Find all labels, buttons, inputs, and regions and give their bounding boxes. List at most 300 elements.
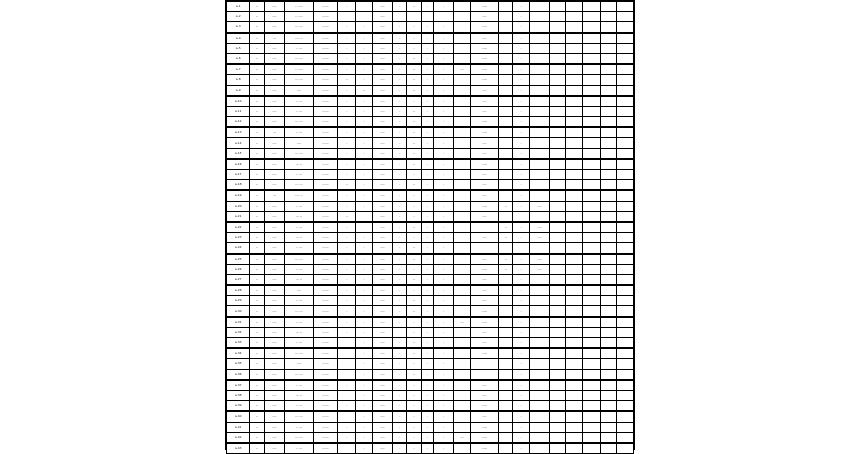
- table-cell[interactable]: [529, 317, 549, 328]
- table-cell[interactable]: -: [433, 75, 453, 85]
- table-cell[interactable]: [499, 170, 513, 180]
- table-cell[interactable]: ----: [264, 317, 284, 328]
- table-cell[interactable]: ------: [313, 75, 337, 85]
- table-cell[interactable]: ----: [372, 380, 392, 391]
- table-cell[interactable]: -: [433, 233, 453, 243]
- table-cell[interactable]: [617, 211, 634, 222]
- table-cell[interactable]: a-37: [227, 380, 250, 391]
- table-cell[interactable]: -- ---: [285, 222, 314, 233]
- table-cell[interactable]: -: [513, 22, 529, 33]
- table-cell[interactable]: [601, 285, 617, 296]
- table-cell[interactable]: --: [250, 12, 264, 22]
- table-cell[interactable]: -: [433, 327, 453, 337]
- table-cell[interactable]: [617, 274, 634, 285]
- table-cell[interactable]: ----: [372, 338, 392, 349]
- table-cell[interactable]: a-8: [227, 75, 250, 85]
- table-cell[interactable]: -- ----: [285, 64, 314, 75]
- table-cell[interactable]: [529, 211, 549, 222]
- table-cell[interactable]: [454, 12, 470, 22]
- table-cell[interactable]: ------: [313, 254, 337, 265]
- table-cell[interactable]: --: [407, 369, 421, 380]
- table-cell[interactable]: [601, 201, 617, 211]
- table-cell[interactable]: [550, 211, 566, 222]
- table-cell[interactable]: [601, 12, 617, 22]
- table-cell[interactable]: -: [433, 159, 453, 170]
- table-cell[interactable]: --: [250, 359, 264, 369]
- table-cell[interactable]: --: [356, 85, 372, 96]
- table-cell[interactable]: -: [407, 33, 421, 44]
- table-cell[interactable]: [566, 317, 582, 328]
- table-cell[interactable]: -: [433, 359, 453, 369]
- table-cell[interactable]: --: [407, 348, 421, 359]
- table-cell[interactable]: -: [513, 53, 529, 64]
- table-cell[interactable]: -: [407, 211, 421, 222]
- table-cell[interactable]: --: [250, 264, 264, 274]
- table-cell[interactable]: [617, 33, 634, 44]
- table-cell[interactable]: [529, 138, 549, 148]
- table-cell[interactable]: -: [407, 22, 421, 33]
- table-cell[interactable]: -: [513, 254, 529, 265]
- table-cell[interactable]: [529, 274, 549, 285]
- table-cell[interactable]: ----: [372, 96, 392, 107]
- table-cell[interactable]: ----: [264, 201, 284, 211]
- table-cell[interactable]: -: [433, 190, 453, 201]
- table-cell[interactable]: [550, 359, 566, 369]
- table-cell[interactable]: --: [250, 296, 264, 306]
- table-cell[interactable]: [529, 443, 549, 454]
- table-cell[interactable]: -: [393, 274, 407, 285]
- table-cell[interactable]: -: [356, 306, 372, 317]
- table-cell[interactable]: -: [407, 285, 421, 296]
- table-cell[interactable]: [582, 96, 600, 107]
- table-cell[interactable]: ----: [372, 432, 392, 443]
- table-cell[interactable]: ------: [313, 306, 337, 317]
- table-cell[interactable]: [454, 201, 470, 211]
- table-cell[interactable]: [499, 22, 513, 33]
- table-cell[interactable]: [601, 117, 617, 128]
- table-cell[interactable]: -----: [470, 53, 499, 64]
- table-cell[interactable]: [582, 359, 600, 369]
- table-cell[interactable]: --- --: [285, 211, 314, 222]
- table-cell[interactable]: ----: [372, 327, 392, 337]
- table-cell[interactable]: -: [421, 43, 433, 53]
- table-cell[interactable]: ----: [264, 96, 284, 107]
- table-cell[interactable]: -: [421, 422, 433, 432]
- table-cell[interactable]: -----: [470, 264, 499, 274]
- table-cell[interactable]: -----: [470, 1, 499, 12]
- table-cell[interactable]: ----: [372, 12, 392, 22]
- table-cell[interactable]: ----: [372, 33, 392, 44]
- table-cell[interactable]: ---: [264, 33, 284, 44]
- table-cell[interactable]: ------: [313, 106, 337, 116]
- table-cell[interactable]: -----: [470, 443, 499, 454]
- table-cell[interactable]: [393, 327, 407, 337]
- table-cell[interactable]: [566, 411, 582, 422]
- table-cell[interactable]: [601, 296, 617, 306]
- table-cell[interactable]: -: [338, 201, 356, 211]
- table-cell[interactable]: -: [421, 106, 433, 116]
- table-cell[interactable]: ----: [372, 22, 392, 33]
- table-cell[interactable]: ----: [264, 369, 284, 380]
- table-cell[interactable]: -: [338, 43, 356, 53]
- table-cell[interactable]: ----: [470, 274, 499, 285]
- table-cell[interactable]: -: [513, 148, 529, 159]
- table-cell[interactable]: -: [513, 233, 529, 243]
- table-cell[interactable]: -: [433, 222, 453, 233]
- table-cell[interactable]: [529, 53, 549, 64]
- table-cell[interactable]: ------: [313, 359, 337, 369]
- table-cell[interactable]: --- ---: [285, 432, 314, 443]
- table-cell[interactable]: ------: [313, 390, 337, 400]
- table-cell[interactable]: ----: [529, 264, 549, 274]
- table-cell[interactable]: -: [356, 106, 372, 116]
- table-cell[interactable]: -: [393, 190, 407, 201]
- table-cell[interactable]: [601, 106, 617, 116]
- table-cell[interactable]: a-40: [227, 411, 250, 422]
- table-cell[interactable]: [617, 117, 634, 128]
- table-cell[interactable]: ----: [372, 53, 392, 64]
- table-cell[interactable]: [582, 159, 600, 170]
- table-cell[interactable]: [454, 127, 470, 138]
- table-cell[interactable]: -: [407, 422, 421, 432]
- table-cell[interactable]: [582, 274, 600, 285]
- table-cell[interactable]: [617, 22, 634, 33]
- table-cell[interactable]: [582, 190, 600, 201]
- table-cell[interactable]: -: [421, 180, 433, 191]
- table-cell[interactable]: [617, 201, 634, 211]
- table-cell[interactable]: ----: [372, 274, 392, 285]
- table-cell[interactable]: [601, 96, 617, 107]
- table-cell[interactable]: ------: [313, 264, 337, 274]
- table-cell[interactable]: [499, 117, 513, 128]
- table-cell[interactable]: -: [407, 233, 421, 243]
- table-cell[interactable]: [550, 12, 566, 22]
- table-cell[interactable]: [550, 190, 566, 201]
- table-cell[interactable]: -: [421, 254, 433, 265]
- table-cell[interactable]: ----: [372, 127, 392, 138]
- table-cell[interactable]: ----: [264, 327, 284, 337]
- table-cell[interactable]: --- ---: [285, 411, 314, 422]
- table-cell[interactable]: ----: [372, 117, 392, 128]
- table-cell[interactable]: [601, 43, 617, 53]
- table-cell[interactable]: [454, 170, 470, 180]
- table-cell[interactable]: -: [407, 401, 421, 412]
- table-cell[interactable]: ----: [372, 159, 392, 170]
- table-cell[interactable]: ------: [313, 233, 337, 243]
- table-cell[interactable]: ----: [372, 1, 392, 12]
- table-cell[interactable]: ----: [264, 443, 284, 454]
- table-cell[interactable]: -: [433, 390, 453, 400]
- table-cell[interactable]: -: [356, 53, 372, 64]
- table-cell[interactable]: -: [433, 338, 453, 349]
- table-cell[interactable]: -: [433, 106, 453, 116]
- table-cell[interactable]: -- ----: [285, 12, 314, 22]
- table-cell[interactable]: [582, 75, 600, 85]
- table-cell[interactable]: [601, 159, 617, 170]
- table-cell[interactable]: [529, 327, 549, 337]
- table-cell[interactable]: -: [393, 390, 407, 400]
- table-cell[interactable]: [454, 43, 470, 53]
- table-cell[interactable]: ------: [313, 117, 337, 128]
- table-cell[interactable]: a-15: [227, 148, 250, 159]
- table-cell[interactable]: --: [250, 327, 264, 337]
- table-cell[interactable]: [617, 43, 634, 53]
- table-cell[interactable]: [454, 106, 470, 116]
- table-cell[interactable]: ----: [264, 306, 284, 317]
- table-cell[interactable]: ----: [372, 64, 392, 75]
- table-cell[interactable]: [566, 359, 582, 369]
- table-cell[interactable]: --- ---: [285, 22, 314, 33]
- table-cell[interactable]: -: [433, 96, 453, 107]
- table-cell[interactable]: [582, 264, 600, 274]
- table-cell[interactable]: [470, 222, 499, 233]
- table-cell[interactable]: [550, 180, 566, 191]
- table-cell[interactable]: -----: [470, 43, 499, 53]
- table-cell[interactable]: -: [433, 180, 453, 191]
- table-cell[interactable]: ----: [470, 85, 499, 96]
- table-cell[interactable]: [454, 75, 470, 85]
- table-cell[interactable]: [338, 359, 356, 369]
- table-cell[interactable]: -: [513, 170, 529, 180]
- table-cell[interactable]: [550, 296, 566, 306]
- table-cell[interactable]: -: [393, 254, 407, 265]
- table-cell[interactable]: [566, 254, 582, 265]
- table-cell[interactable]: [566, 274, 582, 285]
- table-cell[interactable]: --: [250, 254, 264, 265]
- table-cell[interactable]: ----: [470, 411, 499, 422]
- table-cell[interactable]: --: [250, 148, 264, 159]
- table-cell[interactable]: [529, 390, 549, 400]
- table-cell[interactable]: ----: [372, 211, 392, 222]
- table-cell[interactable]: a-17: [227, 170, 250, 180]
- table-cell[interactable]: ----: [372, 443, 392, 454]
- table-cell[interactable]: --: [250, 274, 264, 285]
- table-cell[interactable]: -: [356, 264, 372, 274]
- table-cell[interactable]: -: [421, 243, 433, 254]
- table-cell[interactable]: ----: [264, 53, 284, 64]
- table-cell[interactable]: [582, 233, 600, 243]
- table-cell[interactable]: ----: [372, 43, 392, 53]
- table-cell[interactable]: [338, 369, 356, 380]
- table-cell[interactable]: --: [407, 127, 421, 138]
- table-cell[interactable]: -: [513, 411, 529, 422]
- table-cell[interactable]: -: [356, 327, 372, 337]
- table-cell[interactable]: -: [356, 422, 372, 432]
- table-cell[interactable]: ---: [454, 64, 470, 75]
- table-cell[interactable]: [617, 170, 634, 180]
- table-cell[interactable]: -: [356, 338, 372, 349]
- table-cell[interactable]: [529, 338, 549, 349]
- table-cell[interactable]: -: [513, 327, 529, 337]
- table-cell[interactable]: [550, 33, 566, 44]
- table-cell[interactable]: -: [393, 1, 407, 12]
- table-cell[interactable]: [601, 369, 617, 380]
- table-cell[interactable]: -: [407, 443, 421, 454]
- table-cell[interactable]: [566, 432, 582, 443]
- table-cell[interactable]: -: [338, 106, 356, 116]
- table-cell[interactable]: -: [393, 296, 407, 306]
- table-cell[interactable]: a-6: [227, 53, 250, 64]
- table-cell[interactable]: -: [433, 443, 453, 454]
- table-cell[interactable]: -: [338, 317, 356, 328]
- table-cell[interactable]: [566, 190, 582, 201]
- table-cell[interactable]: ----: [264, 12, 284, 22]
- table-cell[interactable]: a-4: [227, 33, 250, 44]
- table-cell[interactable]: [566, 264, 582, 274]
- table-cell[interactable]: [454, 96, 470, 107]
- table-cell[interactable]: [582, 170, 600, 180]
- table-cell[interactable]: -: [338, 233, 356, 243]
- table-cell[interactable]: -----: [470, 75, 499, 85]
- table-cell[interactable]: a-19: [227, 190, 250, 201]
- table-cell[interactable]: [550, 148, 566, 159]
- table-cell[interactable]: [454, 443, 470, 454]
- table-cell[interactable]: -: [338, 117, 356, 128]
- table-cell[interactable]: [566, 22, 582, 33]
- table-cell[interactable]: --: [250, 22, 264, 33]
- table-cell[interactable]: --: [250, 201, 264, 211]
- table-cell[interactable]: -: [433, 264, 453, 274]
- table-cell[interactable]: [601, 432, 617, 443]
- table-cell[interactable]: ------: [313, 432, 337, 443]
- table-cell[interactable]: --: [407, 159, 421, 170]
- table-cell[interactable]: a-20: [227, 201, 250, 211]
- table-cell[interactable]: [529, 296, 549, 306]
- table-cell[interactable]: --: [250, 401, 264, 412]
- table-cell[interactable]: -: [407, 264, 421, 274]
- table-cell[interactable]: --- ---: [285, 254, 314, 265]
- table-cell[interactable]: [617, 106, 634, 116]
- table-cell[interactable]: ----: [264, 106, 284, 116]
- table-cell[interactable]: [582, 1, 600, 12]
- table-cell[interactable]: ----: [372, 148, 392, 159]
- table-cell[interactable]: [529, 127, 549, 138]
- table-cell[interactable]: -----: [470, 432, 499, 443]
- table-cell[interactable]: -: [513, 106, 529, 116]
- table-cell[interactable]: ----: [372, 296, 392, 306]
- table-cell[interactable]: [529, 22, 549, 33]
- table-cell[interactable]: --: [250, 211, 264, 222]
- table-cell[interactable]: -: [356, 296, 372, 306]
- table-cell[interactable]: [499, 106, 513, 116]
- table-cell[interactable]: -: [356, 369, 372, 380]
- table-cell[interactable]: -- ---: [285, 317, 314, 328]
- table-cell[interactable]: ------: [313, 222, 337, 233]
- table-cell[interactable]: -: [513, 369, 529, 380]
- table-cell[interactable]: -: [356, 443, 372, 454]
- table-cell[interactable]: -- ---: [285, 170, 314, 180]
- table-cell[interactable]: -: [338, 222, 356, 233]
- table-cell[interactable]: -: [433, 401, 453, 412]
- table-cell[interactable]: -: [338, 170, 356, 180]
- table-cell[interactable]: --: [407, 296, 421, 306]
- table-cell[interactable]: ----: [529, 233, 549, 243]
- table-cell[interactable]: [470, 243, 499, 254]
- table-cell[interactable]: --: [250, 1, 264, 12]
- table-cell[interactable]: [582, 380, 600, 391]
- table-cell[interactable]: ------: [313, 12, 337, 22]
- table-cell[interactable]: ------: [313, 64, 337, 75]
- table-cell[interactable]: ----: [264, 338, 284, 349]
- table-cell[interactable]: -- ----: [285, 1, 314, 12]
- table-cell[interactable]: [529, 285, 549, 296]
- table-cell[interactable]: a-43: [227, 443, 250, 454]
- table-cell[interactable]: [338, 12, 356, 22]
- table-cell[interactable]: ----: [372, 285, 392, 296]
- table-cell[interactable]: [617, 138, 634, 148]
- table-cell[interactable]: [356, 211, 372, 222]
- table-cell[interactable]: -: [338, 159, 356, 170]
- table-cell[interactable]: a-30: [227, 306, 250, 317]
- table-cell[interactable]: [617, 422, 634, 432]
- table-cell[interactable]: --- ---: [285, 348, 314, 359]
- table-cell[interactable]: [550, 43, 566, 53]
- table-cell[interactable]: [499, 380, 513, 391]
- table-cell[interactable]: [582, 369, 600, 380]
- table-cell[interactable]: --: [407, 222, 421, 233]
- table-cell[interactable]: [566, 296, 582, 306]
- table-cell[interactable]: [582, 148, 600, 159]
- table-cell[interactable]: [617, 12, 634, 22]
- table-cell[interactable]: -: [421, 211, 433, 222]
- table-cell[interactable]: -----: [470, 348, 499, 359]
- table-cell[interactable]: a-11: [227, 106, 250, 116]
- table-cell[interactable]: -----: [470, 64, 499, 75]
- table-cell[interactable]: -----: [470, 401, 499, 412]
- table-cell[interactable]: [499, 180, 513, 191]
- table-cell[interactable]: ------: [313, 411, 337, 422]
- table-cell[interactable]: [454, 1, 470, 12]
- table-cell[interactable]: -: [421, 359, 433, 369]
- table-cell[interactable]: a-2: [227, 12, 250, 22]
- table-cell[interactable]: ----: [285, 359, 314, 369]
- table-cell[interactable]: -: [393, 148, 407, 159]
- table-cell[interactable]: [529, 64, 549, 75]
- table-cell[interactable]: [582, 390, 600, 400]
- table-cell[interactable]: -: [393, 243, 407, 254]
- table-cell[interactable]: --- ---: [285, 117, 314, 128]
- table-cell[interactable]: -: [393, 422, 407, 432]
- table-cell[interactable]: -: [407, 432, 421, 443]
- table-cell[interactable]: -- ---: [285, 43, 314, 53]
- table-cell[interactable]: ----: [529, 254, 549, 265]
- table-cell[interactable]: -: [421, 317, 433, 328]
- table-cell[interactable]: [617, 306, 634, 317]
- table-cell[interactable]: ----: [470, 148, 499, 159]
- table-cell[interactable]: [617, 401, 634, 412]
- table-cell[interactable]: --- ---: [285, 369, 314, 380]
- table-cell[interactable]: -: [338, 1, 356, 12]
- table-cell[interactable]: [550, 254, 566, 265]
- table-cell[interactable]: -: [433, 53, 453, 64]
- table-cell[interactable]: -----: [470, 306, 499, 317]
- table-cell[interactable]: -: [393, 43, 407, 53]
- table-cell[interactable]: [499, 432, 513, 443]
- table-cell[interactable]: --: [250, 443, 264, 454]
- table-cell[interactable]: -: [513, 1, 529, 12]
- table-cell[interactable]: --: [250, 369, 264, 380]
- table-cell[interactable]: [566, 211, 582, 222]
- table-cell[interactable]: [550, 338, 566, 349]
- table-cell[interactable]: [601, 170, 617, 180]
- table-cell[interactable]: -: [338, 85, 356, 96]
- table-cell[interactable]: [601, 317, 617, 328]
- table-cell[interactable]: -: [421, 148, 433, 159]
- table-cell[interactable]: [338, 348, 356, 359]
- table-cell[interactable]: ---: [454, 432, 470, 443]
- table-cell[interactable]: [601, 85, 617, 96]
- table-cell[interactable]: [566, 327, 582, 337]
